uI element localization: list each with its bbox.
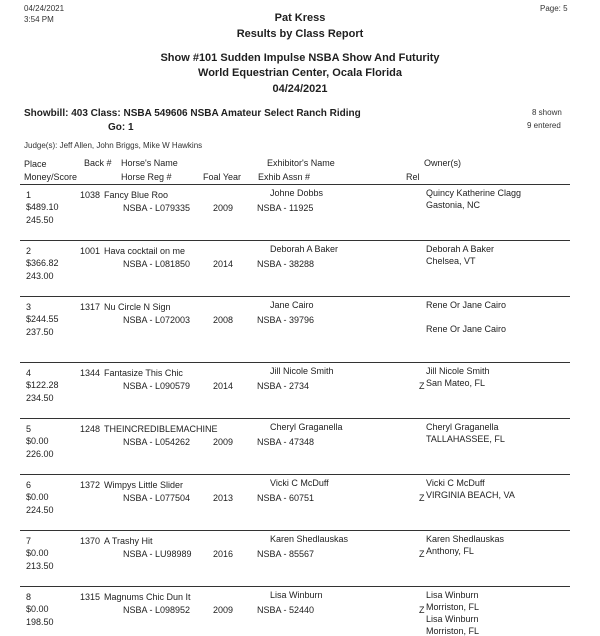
foal-year-cell: 2013	[213, 493, 234, 503]
horse-name-cell: Fantasize This Chic	[104, 368, 183, 378]
owner-location-cell: Gastonia, NC	[426, 200, 481, 210]
exhibitor-cell: Johne Dobbs	[270, 188, 324, 198]
score-cell: 198.50	[26, 617, 54, 627]
col-owners: Owner(s)	[424, 158, 462, 168]
exhibitor-cell: Karen Shedlauskas	[270, 534, 349, 544]
money-cell: $0.00	[26, 492, 49, 502]
class-judges: Judge(s): Jeff Allen, John Briggs, Mike W Hawkins	[24, 141, 203, 150]
place-cell: 2	[26, 246, 32, 256]
show-venue: World Equestrian Center, Ocala Florida	[198, 67, 402, 79]
header-rule	[20, 184, 570, 185]
owner-cell: Quincy Katherine Clagg	[426, 188, 522, 198]
exhib-assn-cell: NSBA - 52440	[257, 605, 315, 615]
owner-location-cell: San Mateo, FL	[426, 378, 486, 388]
exhib-assn-cell: NSBA - 11925	[257, 203, 314, 213]
score-cell: 243.00	[26, 271, 54, 281]
show-date: 04/24/2021	[272, 83, 328, 95]
horse-reg-cell: NSBA - L054262	[123, 437, 191, 447]
place-cell: 1	[26, 190, 32, 200]
owner-location-cell: TALLAHASSEE, FL	[426, 434, 505, 444]
exhib-assn-cell: NSBA - 47348	[257, 437, 315, 447]
back-number-cell: 1344	[80, 368, 101, 378]
money-cell: $489.10	[26, 202, 59, 212]
money-cell: $0.00	[26, 436, 49, 446]
foal-year-cell: 2014	[213, 381, 234, 391]
owner-location-cell: Morriston, FL	[426, 602, 480, 612]
money-cell: $244.55	[26, 314, 59, 324]
back-number-cell: 1372	[80, 480, 101, 490]
owner-cell: Jill Nicole Smith	[426, 366, 490, 376]
back-number-cell: 1315	[80, 592, 101, 602]
exhibitor-cell: Lisa Winburn	[270, 590, 323, 600]
horse-reg-cell: NSBA - L090579	[123, 381, 191, 391]
foal-year-cell: 2009	[213, 203, 234, 213]
horse-name-cell: A Trashy Hit	[104, 536, 153, 546]
class-line: Showbill: 403 Class: NSBA 549606 NSBA Amateur Select Ranch Riding	[24, 108, 361, 119]
horse-reg-cell: NSBA - L098952	[123, 605, 191, 615]
row-divider	[20, 296, 570, 297]
report-title: Results by Class Report	[236, 28, 364, 40]
exhib-assn-cell: NSBA - 85567	[257, 549, 315, 559]
col-exhib-assn: Exhib Assn #	[258, 172, 311, 182]
horse-name-cell: Wimpys Little Slider	[104, 480, 184, 490]
owner-cell: Lisa Winburn	[426, 590, 479, 600]
horse-reg-cell: NSBA - L072003	[123, 315, 191, 325]
col-money-score: Money/Score	[24, 172, 78, 182]
owner-cell: Vicki C McDuff	[426, 478, 485, 488]
owner-cell: Lisa Winburn	[426, 614, 479, 624]
rel-cell: Z	[419, 605, 425, 615]
row-divider	[20, 586, 570, 587]
exhibitor-cell: Deborah A Baker	[270, 244, 339, 254]
show-name: Show #101 Sudden Impulse NSBA Show And Futurity	[160, 52, 440, 64]
foal-year-cell: 2008	[213, 315, 234, 325]
place-cell: 4	[26, 368, 32, 378]
exhibitor-cell: Jill Nicole Smith	[270, 366, 334, 376]
rel-cell: Z	[419, 549, 425, 559]
horse-reg-cell: NSBA - L079335	[123, 203, 191, 213]
back-number-cell: 1370	[80, 536, 101, 546]
col-horse-reg: Horse Reg #	[121, 172, 172, 182]
col-place: Place	[24, 159, 47, 169]
score-cell: 224.50	[26, 505, 54, 515]
row-divider	[20, 474, 570, 475]
report-person: Pat Kress	[274, 12, 326, 24]
row-divider	[20, 530, 570, 531]
class-entered: 9 entered	[527, 121, 561, 130]
owner-location-cell: Morriston, FL	[426, 626, 480, 636]
foal-year-cell: 2009	[213, 437, 234, 447]
foal-year-cell: 2016	[213, 549, 234, 559]
exhibitor-cell: Jane Cairo	[270, 300, 314, 310]
back-number-cell: 1317	[80, 302, 101, 312]
place-cell: 5	[26, 424, 32, 434]
back-number-cell: 1248	[80, 424, 101, 434]
owner-location-cell: VIRGINIA BEACH, VA	[426, 490, 515, 500]
report-date: 04/24/2021	[24, 4, 65, 13]
score-cell: 226.00	[26, 449, 54, 459]
rel-cell: Z	[419, 381, 425, 391]
score-cell: 237.50	[26, 327, 54, 337]
money-cell: $0.00	[26, 604, 49, 614]
row-divider	[20, 240, 570, 241]
class-go: Go: 1	[108, 122, 134, 133]
owner-cell: Karen Shedlauskas	[426, 534, 505, 544]
score-cell: 234.50	[26, 393, 54, 403]
money-cell: $366.82	[26, 258, 59, 268]
horse-name-cell: Hava cocktail on me	[104, 246, 186, 256]
owner-location-cell: Chelsea, VT	[426, 256, 476, 266]
money-cell: $122.28	[26, 380, 59, 390]
exhib-assn-cell: NSBA - 38288	[257, 259, 315, 269]
owner-cell: Rene Or Jane Cairo	[426, 300, 507, 310]
horse-name-cell: THEINCREDIBLEMACHINE	[104, 424, 218, 434]
place-cell: 6	[26, 480, 32, 490]
exhib-assn-cell: NSBA - 2734	[257, 381, 310, 391]
foal-year-cell: 2014	[213, 259, 234, 269]
exhib-assn-cell: NSBA - 39796	[257, 315, 315, 325]
owner-cell: Deborah A Baker	[426, 244, 495, 254]
col-rel: Rel	[406, 172, 420, 182]
class-shown: 8 shown	[532, 108, 562, 117]
owner-location-cell: Anthony, FL	[426, 546, 474, 556]
owner-cell: Cheryl Graganella	[426, 422, 499, 432]
horse-reg-cell: NSBA - L077504	[123, 493, 191, 503]
place-cell: 8	[26, 592, 32, 602]
col-horse-name: Horse's Name	[121, 158, 178, 168]
back-number-cell: 1001	[80, 246, 101, 256]
col-foal-year: Foal Year	[203, 172, 242, 182]
rel-cell: Z	[419, 493, 425, 503]
col-back: Back #	[84, 158, 112, 168]
horse-reg-cell: NSBA - LU98989	[123, 549, 192, 559]
page-number: Page: 5	[540, 4, 568, 13]
owner-cell: Rene Or Jane Cairo	[426, 324, 507, 334]
row-divider	[20, 418, 570, 419]
place-cell: 7	[26, 536, 32, 546]
horse-reg-cell: NSBA - L081850	[123, 259, 191, 269]
exhib-assn-cell: NSBA - 60751	[257, 493, 315, 503]
col-exhibitor: Exhibitor's Name	[267, 158, 335, 168]
exhibitor-cell: Cheryl Graganella	[270, 422, 343, 432]
foal-year-cell: 2009	[213, 605, 234, 615]
report-time: 3:54 PM	[24, 15, 54, 24]
score-cell: 245.50	[26, 215, 54, 225]
horse-name-cell: Nu Circle N Sign	[104, 302, 171, 312]
money-cell: $0.00	[26, 548, 49, 558]
row-divider	[20, 362, 570, 363]
exhibitor-cell: Vicki C McDuff	[270, 478, 329, 488]
horse-name-cell: Fancy Blue Roo	[104, 190, 169, 200]
score-cell: 213.50	[26, 561, 54, 571]
horse-name-cell: Magnums Chic Dun It	[104, 592, 191, 602]
place-cell: 3	[26, 302, 32, 312]
back-number-cell: 1038	[80, 190, 101, 200]
